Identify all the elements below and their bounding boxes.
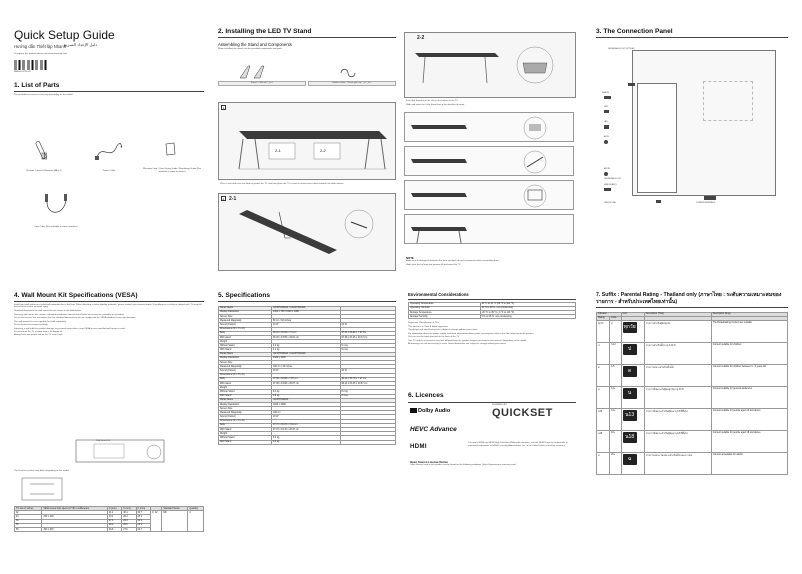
list-of-parts-heading: 1. List of Parts: [14, 82, 60, 90]
vesa-cell: C: 22: [150, 511, 161, 532]
dolby-mark: [410, 408, 417, 413]
spec-cell: Measured Diagonally: [219, 365, 272, 369]
spec-cell: Sound (Output): [219, 415, 272, 419]
quickset-text: QUICKSET: [492, 406, 553, 419]
spec-cell: UA32T4300AK / UA32T4310AK: [272, 306, 341, 310]
rating-cell: น: [597, 386, 610, 408]
env-cell: Operating Temperature: [409, 302, 481, 306]
guide-subtitle-ar: دليل الإعداد السريع: [64, 42, 98, 47]
suffix-subth: Code: [610, 316, 622, 320]
spec-cell: Model Name: [219, 352, 272, 356]
spec-cell: With Stand: [219, 440, 272, 444]
suffix-th: Description (Eng): [711, 312, 787, 316]
spec-cell: 20 W: [272, 415, 341, 419]
icon-cell: [621, 342, 644, 364]
vesa-bullet: Samsung wall mount kits contain a detailed installation manual and all parts necessary for assembly are provided.: [14, 313, 125, 316]
port-label-digital-out: DIGITAL AUDIO OUT: [604, 178, 622, 180]
step-2-1-heading: 2-1: [229, 196, 237, 202]
document-icon: [164, 142, 176, 156]
spec-cell: 108 cm / 43 inches: [272, 365, 341, 369]
hevc-text: HEVC Advance: [410, 426, 457, 433]
tv-back-figure: [632, 50, 776, 196]
stand-desc: When installing the stand, use the provided components and parts.: [218, 47, 283, 50]
vesa-table: [14, 506, 204, 532]
vesa-th: Standard Screw: [162, 507, 188, 511]
detail-figure-d: [404, 214, 574, 244]
licences-heading: 6. Licences: [408, 392, 444, 399]
dolby-text: Dolby Audio: [418, 408, 451, 414]
suffix-table: [596, 312, 788, 475]
suffix-th: Description (Thai): [644, 312, 711, 316]
vesa-th: C (mm): [122, 507, 136, 511]
ant-port-icon: [604, 172, 608, 176]
vesa-cell: 24.7: [136, 527, 150, 531]
spec-cell: 97.68 x 63.45 x 20.37 cm: [340, 335, 396, 339]
spec-cell: 4.1 kg: [272, 348, 341, 352]
vesa-cell: 32: [15, 511, 42, 515]
env-note: For information about the power supply, and more information about power consumption, refer to the label attached to the product.: [408, 332, 534, 335]
part-label-warranty: Warranty Card / Quick Setup Guide / Regulatory Guide (Not available in some locations): [143, 168, 201, 173]
step-2-2-label: 2-2: [320, 148, 326, 153]
optical-port-icon: [628, 83, 635, 86]
step-2-1-label: 2-1: [275, 148, 281, 153]
table-row: [597, 320, 788, 342]
stand-figure-1: [218, 102, 396, 180]
barcode: [14, 60, 48, 70]
icon-cell: [621, 408, 644, 430]
vesa-th: C (mm): [136, 507, 150, 511]
rating-icon: ป: [623, 344, 637, 355]
spec-cell: 96.23 x 56.78 x 7.97 cm: [340, 377, 396, 381]
vesa-cell: 27.4: [107, 519, 121, 523]
rating-icon: น18: [623, 432, 637, 443]
spec-cell: Weight: [219, 340, 272, 344]
code-cell: 18+: [610, 430, 622, 452]
code-cell: 13+: [610, 386, 622, 408]
data-cable-icon: [42, 190, 72, 220]
vesa-cell: 26.0: [122, 523, 136, 527]
spec-cell: Without Stand: [219, 436, 272, 440]
port-label-usb-5v: USB (5V 0.5A): [604, 202, 616, 204]
spec-cell: UA43T5300AK / UA43T5310AK: [272, 352, 341, 356]
spec-cell: Display Resolution: [219, 402, 272, 406]
dolby-logo: [410, 408, 450, 414]
spec-cell: 1366 x 768 / 1920 x 1080: [272, 310, 341, 314]
step-number: 2: [222, 197, 225, 201]
remote-icon: [34, 140, 48, 162]
table-row: [597, 342, 788, 364]
spec-cell: 8.2 kg: [272, 436, 341, 440]
spec-cell: Measured Diagonally: [219, 411, 272, 415]
icon-cell: [621, 364, 644, 386]
table-row: [597, 452, 788, 474]
stand-note-item-1: Make sure to distinguish between the front and back of each component when assembling them.: [406, 260, 500, 262]
part-label-power: Power Cable: [102, 170, 116, 172]
vesa-cell: 65: [15, 527, 42, 531]
ci-slot-icon: [704, 196, 716, 200]
vesa-cell: 25.2: [136, 515, 150, 519]
spec-cell: Sound (Output): [219, 369, 272, 373]
stand-panel: [218, 28, 396, 278]
spec-cell: Sound (Output): [219, 323, 272, 327]
av-port-icon: [604, 140, 608, 144]
vesa-cell: 43: [15, 515, 42, 519]
spec-cell: Screen Size: [219, 314, 272, 318]
icon-cell: [621, 386, 644, 408]
suffix-th: Indicator: [597, 312, 622, 316]
stand-figure-3: [404, 32, 576, 98]
stand-steps-panel: [404, 28, 576, 278]
port-label-ant: ANT IN: [604, 168, 610, 170]
hdmi-arc-port-icon: [604, 188, 611, 191]
detail-figure-c: [404, 180, 574, 210]
port-label-hdmi-arc: HDMI IN (ARC): [604, 184, 617, 186]
icon-cell: [621, 430, 644, 452]
spec-cell: 97.08 x 63.88 x 20.87 cm: [272, 381, 341, 385]
spec-cell: With Stand: [219, 348, 272, 352]
stand-note-2: Insert the Stands into the slot on the bottom of the TV.: [406, 100, 459, 102]
vesa-bullet: Samsung is not liable for product damage or personal injury when a non-VESA or non-specified wall mount is used.: [14, 327, 126, 330]
hevc-logo: [410, 426, 457, 433]
spec-cell: 5.2 kg: [340, 348, 396, 352]
vesa-bullet: Do not fasten the screws too firmly.: [14, 324, 48, 327]
quickset-small: POWERED BY: [492, 404, 507, 406]
vesa-cell: 40.6: [107, 527, 121, 531]
heading-rule: [14, 301, 204, 302]
quickset-logo: [492, 404, 553, 419]
port-area: [637, 83, 677, 193]
heading-rule: [14, 91, 204, 92]
heading-rule: [596, 307, 788, 308]
vesa-cell: 36.1: [122, 511, 136, 515]
specs-table: [218, 306, 396, 445]
spec-cell: Body: [219, 331, 272, 335]
step-number: 1: [222, 106, 225, 110]
spec-cell: [340, 440, 396, 444]
spec-cell: 1920 x 1080: [272, 402, 341, 406]
spec-cell: Measured Diagonally: [219, 319, 272, 323]
stand-figure-2: [218, 193, 396, 271]
rating-icon: น: [623, 388, 637, 399]
spec-cell: 8.4 kg: [340, 394, 396, 398]
heading-rule: [408, 402, 576, 403]
env-note: Your TV and its accessories may look different from the product images presented in this manual, depending on the model.: [408, 339, 527, 342]
vesa-intro: Install your wall mount on a solid wall perpendicular to the floor. When attaching to other building materials, please contact your nearest dealer. If installing on a ceiling or slanted wall, TV may fall and result in severe personal injury.: [14, 303, 202, 309]
spec-cell: 97.07 x 63.40 x 20.87 cm: [272, 428, 341, 432]
spec-cell: Body: [219, 423, 272, 427]
heading-rule: [218, 37, 396, 38]
rating-icon: ทุกวัย: [623, 322, 637, 333]
desc-thai-cell: รายการเฉพาะ ไม่เหมาะสำหรับเด็กและเยาวชน: [644, 452, 711, 474]
parts-note: The provided accessories may vary depending on the model.: [14, 93, 74, 96]
barcode-text: BN68-14478L-00: [14, 70, 31, 73]
rating-icon: น13: [623, 410, 637, 421]
spec-cell: 8.6 kg: [272, 394, 341, 398]
code-cell: 13+: [610, 408, 622, 430]
spec-cell: Display Resolution: [219, 356, 272, 360]
vesa-cell: 300 x 300: [42, 527, 107, 531]
table-row: [597, 430, 788, 452]
quick-setup-panel: [14, 28, 204, 278]
desc-eng-cell: Content acceptable for adults: [711, 452, 787, 474]
desc-thai-cell: รายการสำหรับผู้ชมทุกวัย: [644, 320, 711, 342]
detail-figure-a: [404, 112, 574, 142]
power-cable-icon: [94, 142, 124, 162]
env-cell: Operating Humidity: [409, 306, 481, 310]
spec-cell: 8.4 kg: [272, 390, 341, 394]
vesa-table-note: The B value in phase may differ depending on the model.: [14, 470, 70, 472]
suffix-heading: 7. Suffix : Parental Rating - Thailand only (ภาษาไทย : ระดับความเหมาะสมของรายการ - สำหรับประเทศไทยเท่านั้น): [596, 292, 782, 305]
connection-panel: [596, 28, 788, 278]
spec-cell: UA43T5400AK: [272, 398, 341, 402]
port-label-av: AV IN: [604, 136, 609, 138]
env-heading: Environmental Considerations: [408, 292, 469, 297]
env-note: The design and specifications are subject to change without prior notice.: [408, 329, 478, 332]
vesa-cell: 24.9: [136, 519, 150, 523]
env-table: [408, 302, 576, 320]
env-panel: [408, 292, 576, 564]
spec-cell: 8.2 kg: [340, 390, 396, 394]
port-label-hdmi: HDMI IN: [602, 92, 609, 94]
vesa-cell: 27.6: [122, 527, 136, 531]
spec-cell: 80 cm / 32 inches: [272, 319, 341, 323]
spec-cell: Without Stand: [219, 390, 272, 394]
hdmi-text: HDMI: [410, 444, 427, 450]
table-row: [409, 315, 576, 319]
heading-rule: [596, 37, 788, 38]
rating-cell: น13: [597, 408, 610, 430]
spec-cell: Model Name: [219, 398, 272, 402]
register-text: To register this product please visit www.samsung.com: [14, 52, 68, 55]
rating-cell: ฉ: [597, 452, 610, 474]
spec-cell: With stand: [219, 335, 272, 339]
step-2-2-heading: 2-2: [417, 35, 425, 41]
spec-cell: 5.1 kg: [340, 344, 396, 348]
spec-cell: 96.25 x 56.99 x 7.9 cm: [272, 331, 341, 335]
env-note: Dispersive Classification of TVs.: [408, 322, 440, 325]
spec-cell: Weight: [219, 432, 272, 436]
vesa-cell: 55: [15, 523, 42, 527]
desc-eng-cell: Content suitable for people aged 13 and above: [711, 408, 787, 430]
stand-label: Stand / Chân đế / حامل: [218, 81, 306, 86]
table-row: [597, 386, 788, 408]
icon-cell: [621, 320, 644, 342]
port-label-optical: DIGITAL AUDIO OUT (OPTICAL): [608, 48, 635, 50]
port-label-usb: USB: [604, 106, 608, 108]
env-note: This device is a Class B digital apparatus.: [408, 325, 449, 328]
table-row: [597, 364, 788, 386]
desc-thai-cell: รายการที่เหมาะสำหรับผู้ชมอายุ 18 ปีขึ้นไป: [644, 430, 711, 452]
spec-cell: With Stand: [219, 394, 272, 398]
vesa-cell: 24.9: [136, 523, 150, 527]
port-label-ci: COMMON INTERFACE: [696, 202, 715, 204]
env-cell: 10 °C to 40 °C (50 °F to 104 °F): [480, 302, 575, 306]
spec-cell: 10 W: [272, 323, 341, 327]
vesa-cell: M8: [162, 511, 188, 532]
env-cell: 10 % to 80 %, non-condensing: [480, 306, 575, 310]
spec-cell: Model Name: [219, 306, 272, 310]
wall-mount-figure: [74, 438, 174, 466]
desc-thai-cell: รายการเหมาะสำหรับเด็กเล็ก: [644, 364, 711, 386]
env-note: You can see the label attached on the back of the TV.: [408, 336, 460, 339]
vesa-cell: 40.2: [107, 515, 121, 519]
heading-rule: [408, 299, 576, 300]
spec-cell: 97.68 x 56.86 x 7.97 cm: [340, 331, 396, 335]
env-cell: -20 °C to 45 °C (-4 °F to 113 °F): [480, 310, 575, 314]
spec-cell: Body: [219, 377, 272, 381]
env-note: All drawings are not necessarily to scale. Some dimensions are subject to change without prior notice.: [408, 343, 507, 346]
vesa-bullet: The wall mount kit is not supplied, but sold separately.: [14, 320, 67, 323]
spec-cell: 20 W: [340, 369, 396, 373]
desc-eng-cell: Content suitable for general audiences: [711, 386, 787, 408]
rating-icon: ด: [623, 366, 637, 377]
usb-5v-port-icon: [656, 200, 661, 203]
desc-thai-cell: รายการที่เหมาะกับผู้ชมทุกวัยอายุ 13 ปี: [644, 386, 711, 408]
code-cell: 20+: [610, 452, 622, 474]
notes-title: NOTE: [406, 256, 414, 260]
spec-cell: Screen Size: [219, 361, 272, 365]
stand-parts-row: [218, 58, 396, 88]
desc-eng-cell: Content suitable for people aged 18 and above: [711, 430, 787, 452]
spec-cell: Without Stand: [219, 344, 272, 348]
vesa-cell: 26.0: [107, 523, 121, 527]
heading-rule: [218, 301, 396, 302]
spec-cell: 8.4 kg: [272, 440, 341, 444]
spec-cell: 1920 x 1080: [272, 356, 341, 360]
wall-mount-label: Wall Mount Kit: [96, 440, 111, 442]
part-label-data-cable: Data Cable (Not available in some locations): [34, 226, 78, 228]
env-cell: Storage Humidity: [409, 315, 481, 319]
detail-figure-b: [404, 146, 574, 176]
spec-cell: 20 W: [340, 323, 396, 327]
spec-cell: 96.25 x 63.55 x 19.81 cm: [272, 335, 341, 339]
stand-detail-grid: [404, 112, 576, 252]
vesa-cell: 29.4: [122, 515, 136, 519]
spec-cell: 96.23 x 63.45 x 20.87 cm: [340, 381, 396, 385]
desc-eng-cell: Content suitable for children between 3 - 5 years old: [711, 364, 787, 386]
code-cell: 3-5: [610, 364, 622, 386]
screw-figure: [20, 476, 80, 502]
desc-eng-cell: Content suitable for children: [711, 342, 787, 364]
vesa-bullet: Do not mount the TV at more than a 15 degree tilt.: [14, 331, 63, 334]
oss-text: Open Source used in this product can be found on the following webpage. (https://opensource.samsung.com): [410, 464, 516, 466]
port-label-lan: LAN: [604, 121, 608, 123]
spec-cell: Display Resolution: [219, 310, 272, 314]
vesa-heading: 4. Wall Mount Kit Specifications (VESA): [14, 292, 138, 299]
suffix-th: Icon: [621, 312, 644, 316]
desc-thai-cell: รายการที่เหมาะสำหรับผู้ชมอายุ 13 ปีขึ้นไป: [644, 408, 711, 430]
rating-cell: ป: [597, 342, 610, 364]
vesa-bullet: Always have two people mount the TV onto a wall.: [14, 334, 63, 337]
hdmi-logo: [410, 444, 427, 450]
spec-cell: 20 W: [272, 369, 341, 373]
stand-note-item-2: Make sure that at least two persons lift and move the TV.: [406, 264, 461, 266]
desc-thai-cell: รายการสำหรับเด็กอายุ 3-12 ปี: [644, 342, 711, 364]
spec-cell: 97.08 x 56.88 x 7.87 cm: [272, 377, 341, 381]
spec-cell: Weight: [219, 386, 272, 390]
spec-cell: 108 cm: [272, 411, 341, 415]
stand-heading: 2. Installing the LED TV Stand: [218, 28, 312, 35]
vent-area: [703, 81, 753, 121]
specs-heading: 5. Specifications: [218, 292, 271, 299]
vesa-th: VESA screw hole specs (A * B) in millimeters: [42, 507, 107, 511]
holder-label: Holder-Cable / Thanh giữ cáp / حامل كبل: [308, 81, 396, 86]
stand-subheading: Assembling the Stand and Components: [218, 41, 292, 47]
vesa-th: Quantity: [188, 507, 204, 511]
table-row: [597, 408, 788, 430]
usb-port-icon: [604, 110, 609, 113]
guide-subtitle-vi: Hướng dẫn Thiết lập Nhanh: [14, 44, 67, 49]
stand-note-3: Slide and insert the 4 the Stand foot in the direction of arrow.: [406, 104, 465, 106]
env-cell: 5 % to 95 %, non-condensing: [480, 315, 575, 319]
vesa-cell: 30.7: [136, 511, 150, 515]
vesa-bullet: Do not use screws that are longer than the standard dimension or do not comply with the VESA standard screw specifications.: [14, 317, 136, 320]
spec-cell: With stand: [219, 381, 272, 385]
table-row: [219, 440, 396, 444]
specs-panel: [218, 292, 396, 564]
spec-cell: Screen Size: [219, 407, 272, 411]
vesa-cell: 200 x 200: [42, 515, 107, 519]
icon-cell: [621, 452, 644, 474]
suffix-subth: Rating: [597, 316, 610, 320]
spec-cell: 4.0 kg: [272, 344, 341, 348]
rating-cell: ทุกวัย: [597, 320, 610, 342]
parts-grid: [14, 138, 204, 258]
spec-cell: Dimensions (W x H x D): [219, 373, 272, 377]
vesa-bullets: [14, 310, 204, 337]
spec-cell: With Stand: [219, 428, 272, 432]
vesa-bullet: Standard dimensions for wall mount kits are shown in the table below.: [14, 310, 82, 313]
rating-cell: น18: [597, 430, 610, 452]
spec-cell: Dimensions (W x H x D): [219, 327, 272, 331]
part-label-remote: Remote Control & Batteries (AA x 2): [26, 170, 62, 172]
spec-cell: 97.07 x 56.78 x 5.91 cm: [272, 423, 341, 427]
code-cell: ท: [610, 320, 622, 342]
guide-title: Quick Setup Guide: [14, 28, 115, 42]
vesa-panel: [14, 292, 204, 564]
desc-eng-cell: The Broadcasting Content are suitable: [711, 320, 787, 342]
oss-title: Open Source License Notice: [410, 460, 448, 464]
code-cell: 3-12: [610, 342, 622, 364]
hdmi-notice: The terms HDMI and HDMI High-Definition Multimedia Interface, and the HDMI Logo are trademarks or registered trademarks of HDMI Licensing Administrator, Inc. in the United States and other countries.: [468, 442, 568, 447]
rating-cell: ด: [597, 364, 610, 386]
vesa-cell: 4: [188, 511, 204, 532]
stand-note-1: Place a soft cloth over the table to protect the TV, and then place the TV so that its screen faces down towards the table surface.: [220, 183, 345, 185]
vesa-th: C (mm): [107, 507, 121, 511]
vesa-th: TV size in inches: [15, 507, 42, 511]
env-notes: [408, 322, 576, 346]
suffix-panel: [596, 292, 788, 564]
rating-icon: ฉ: [623, 454, 637, 465]
vesa-cell: 41.2: [107, 511, 121, 515]
env-cell: Storage Temperature: [409, 310, 481, 314]
vesa-cell: 29.3: [122, 519, 136, 523]
vesa-cell: 50: [15, 519, 42, 523]
connection-heading: 3. The Connection Panel: [596, 28, 673, 35]
lan-port-icon: [604, 125, 609, 129]
hdmi-port-icon: [604, 96, 611, 99]
spec-cell: Dimensions (W x H x D): [219, 419, 272, 423]
